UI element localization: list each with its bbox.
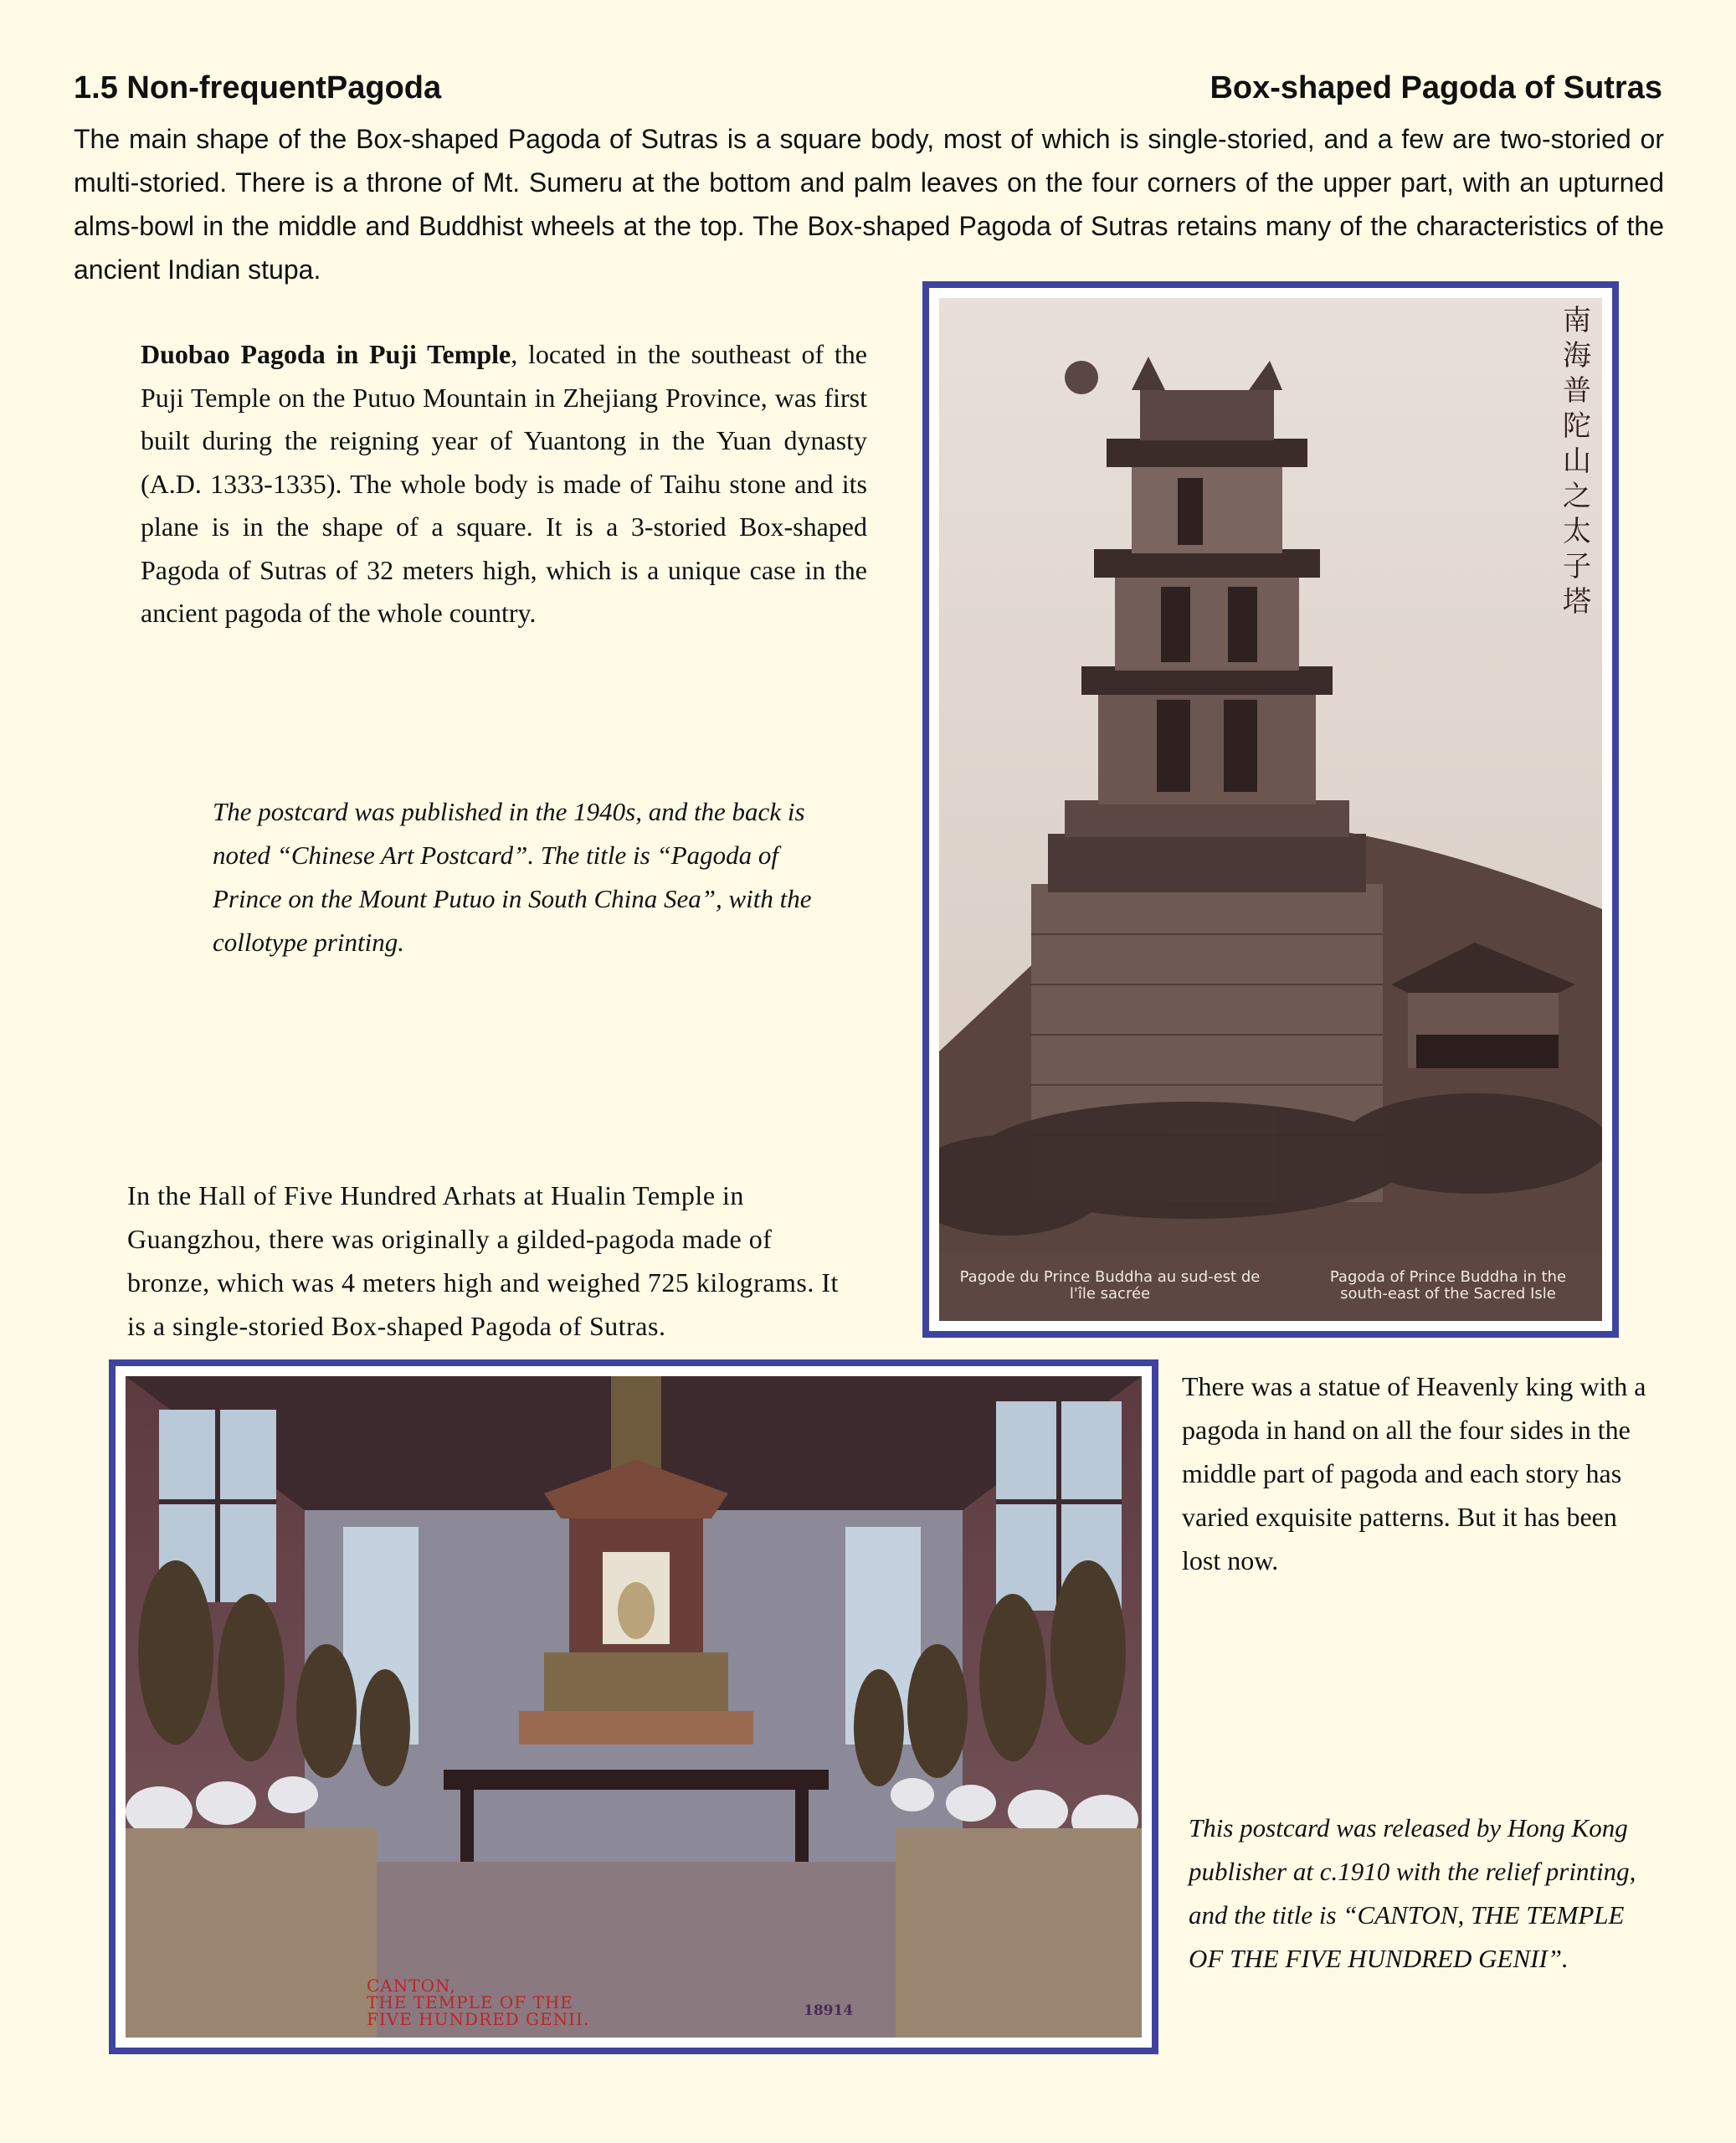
postcard2-caption-line3: FIVE HUNDRED GENII. — [367, 2009, 590, 2029]
pagoda-photo-illustration — [939, 298, 1602, 1321]
intro-paragraph: The main shape of the Box-shaped Pagoda of Sutras is a square body, most of which is single-storied, and a few are two-storied or multi-storied. There is a throne of Mt. Sumeru at the bottom and palm leaves on the four corners of the upper part, with an upturned alms-bowl in the middle and Buddhist wheels at the top. The Box-shaped Pagoda of Sutras retains many of the characteristics of the ancient Indian stupa. — [74, 124, 1664, 285]
postcard2-caption-line2: THE TEMPLE OF THE — [367, 1992, 573, 2012]
section-title: 1.5 Non-frequentPagoda — [74, 70, 442, 105]
postcard1-caption-english: Pagoda of Prince Buddha in the south-east of the Sacred Isle — [1329, 1268, 1567, 1303]
postcard1-photo — [939, 298, 1602, 1321]
postcard1-vertical-title: 南海普陀山之太子塔 — [1563, 304, 1591, 619]
hualin-paragraph: In the Hall of Five Hundred Arhats at Hualin Temple in Guangzhou, there was originally a gilded-pagoda made of bronze, which was 4 meters high and weighed 725 kilograms. It is a single-storied Box-shaped Pagoda of Sutras. — [127, 1180, 839, 1341]
postcard1-caption-french: Pagode du Prince Buddha au sud-est de l'île sacrée — [959, 1268, 1261, 1303]
duobao-text: , located in the southeast of the Puji Temple on the Putuo Mountain in Zhejiang Province, was first built during the reigning year of Yuantong in the Yuan dynasty (A.D. 1333-1335). The whole body is made of Taihu stone and its plane is in the shape of a square. It is a 3-storied Box-shaped Pagoda of Sutras of 32 meters high, which is a unique case in the ancient pagoda of the whole country. — [141, 339, 867, 628]
postcard-canton-temple — [109, 1359, 1158, 2054]
duobao-name: Duobao Pagoda in Puji Temple — [141, 339, 511, 369]
heavenly-king-paragraph: There was a statue of Heavenly king with a pagoda in hand on all the four sides in the middle part of pagoda and each story has varied exquisite patterns. But it has been lost now. — [1182, 1371, 1646, 1575]
temple-hall-illustration — [126, 1376, 1142, 2038]
postcard-duobao-pagoda — [922, 281, 1619, 1338]
postcard2-caption — [367, 1977, 589, 2027]
postcard2-number: 18914 — [804, 2002, 854, 2019]
postcard1-note: The postcard was published in the 1940s, and the back is noted “Chinese Art Postcard”. The title is “Pagoda of Prince on the Mount Putuo in South China Sea”, with the collotype printing. — [213, 797, 812, 957]
postcard2-photo — [126, 1376, 1142, 2038]
topic-title: Box-shaped Pagoda of Sutras — [1210, 70, 1662, 105]
postcard2-note: This postcard was released by Hong Kong publisher at c.1910 with the relief printing, and the title is “CANTON, THE TEMPLE OF THE FIVE HUNDRED GENII”. — [1189, 1813, 1636, 1973]
postcard2-caption-line1: CANTON, — [367, 1976, 456, 1996]
duobao-paragraph — [141, 333, 867, 635]
